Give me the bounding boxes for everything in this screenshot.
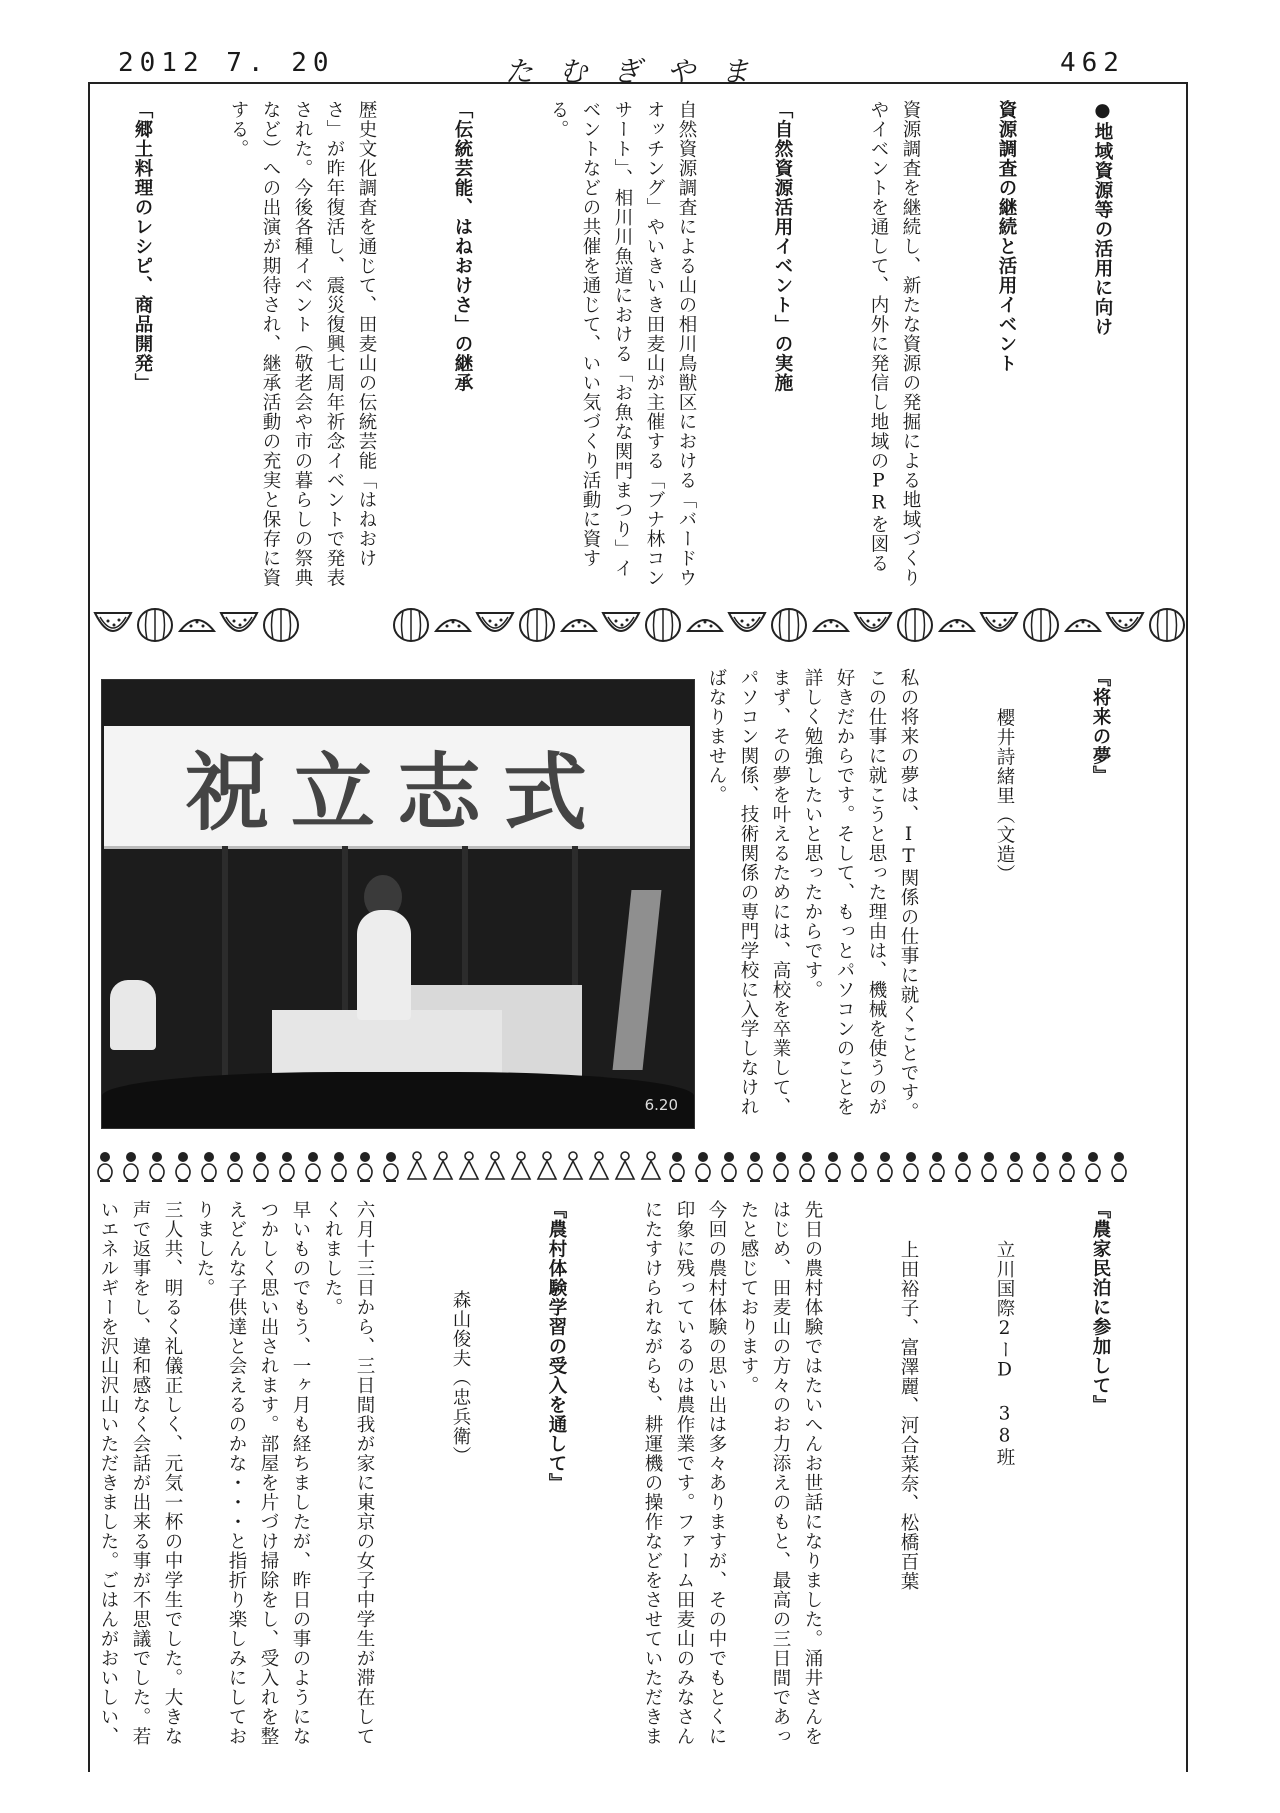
watermelon-slice-icon	[92, 605, 134, 645]
paragraph: 歴史文化調査を通じて、田麦山の伝統芸能「はねおけさ」が昨年復活し、震災復興七周年祈念イベントで発表された。今後各種イベント（敬老会や市の暮らしの祭典など）への出演が期待され、継承活動の充実と保存に資する。	[228, 100, 377, 588]
person-figure-icon	[820, 1145, 846, 1185]
subheading: 「自然資源活用イベント」の実施	[772, 100, 793, 393]
watermelon-slice-icon	[218, 605, 260, 645]
speaker	[357, 910, 411, 1020]
person-figure-icon	[1002, 1145, 1028, 1185]
watermelon-wedge-icon	[176, 605, 218, 645]
article-farm-host	[96, 1200, 636, 1760]
article-author: 立川国際2ーD 38班	[994, 1240, 1015, 1467]
person-figure-icon	[274, 1145, 300, 1185]
person-figure-icon	[170, 1145, 196, 1185]
watermelon-wedge-icon	[1062, 605, 1104, 645]
triangle-figure-icon	[612, 1145, 638, 1185]
ceremony-banner	[104, 726, 690, 849]
person-figure-icon	[872, 1145, 898, 1185]
banner-text: 祝立志式	[184, 743, 609, 842]
watermelon-slice-icon	[726, 605, 768, 645]
article-body: 私の将来の夢は、IT関係の仕事に就くことです。この仕事に就こうと思った理由は、機械を使うのが好きだからです。そして、もっとパソコンのことを詳しく勉強したいと思ったからです。 まず、その夢を叶えるためには、高校を卒業して、パソコン関係、技術関係の専門学校に入学しなければなりません。	[706, 668, 919, 1122]
person-figure-icon	[690, 1145, 716, 1185]
person-figure-icon	[976, 1145, 1002, 1185]
person-figure-icon	[742, 1145, 768, 1185]
header-rule	[88, 82, 1188, 84]
person-figure-icon	[92, 1145, 118, 1185]
paragraph: 資源調査を継続し、新たな資源の発掘による地域づくりやイベントを通して、内外に発信し地域のPRを図る	[868, 100, 921, 588]
watermelon-icon	[642, 605, 684, 645]
article-author: 櫻井詩緒里（文造）	[994, 708, 1015, 884]
person-figure-icon	[794, 1145, 820, 1185]
person-figure-icon	[924, 1145, 950, 1185]
watermelon-border	[92, 598, 1186, 652]
watermelon-icon	[516, 605, 558, 645]
watermelon-icon	[134, 605, 176, 645]
ceremony-photo	[101, 679, 695, 1129]
triangle-figure-icon	[404, 1145, 430, 1185]
person-figure-icon	[898, 1145, 924, 1185]
subheading: 「伝統芸能、はねおけさ」の継承	[452, 100, 473, 393]
article-author: 森山俊夫（忠兵衛）	[450, 1290, 471, 1466]
section-heading: ●地域資源等の活用に向け	[1092, 100, 1113, 337]
watermelon-wedge-icon	[810, 605, 852, 645]
person-figure-icon	[326, 1145, 352, 1185]
page-border-right	[1186, 82, 1188, 1772]
watermelon-wedge-icon	[432, 605, 474, 645]
triangle-figure-icon	[560, 1145, 586, 1185]
watermelon-slice-icon	[978, 605, 1020, 645]
person-figure-icon	[196, 1145, 222, 1185]
article-body: 先日の農村体験ではたいへんお世話になりました。涌井さんをはじめ、田麦山の方々のお力添えのもと、最高の三日間であったと感じております。 今回の農村体験の思い出は多々ありますが、その中でもとくに印象に残っているのは農作業です。ファーム田麦山のみなさんにたすけられながらも、耕運機の操作などをさせていただきま	[642, 1200, 823, 1746]
triangle-figure-icon	[430, 1145, 456, 1185]
section-regional-resources	[100, 100, 1182, 590]
article-author: 上田裕子、富澤麗、河合菜奈、松橋百葉	[898, 1240, 919, 1591]
triangle-figure-icon	[586, 1145, 612, 1185]
person-figure-icon	[1106, 1145, 1132, 1185]
person-figure-icon	[222, 1145, 248, 1185]
person-figure-icon	[352, 1145, 378, 1185]
triangle-figure-icon	[534, 1145, 560, 1185]
triangle-figure-icon	[482, 1145, 508, 1185]
watermelon-slice-icon	[600, 605, 642, 645]
watermelon-icon	[1020, 605, 1062, 645]
watermelon-icon	[390, 605, 432, 645]
person-figure-icon	[144, 1145, 170, 1185]
person-figure-icon	[300, 1145, 326, 1185]
triangle-figure-icon	[638, 1145, 664, 1185]
blank-space	[346, 605, 390, 645]
watermelon-icon	[1146, 605, 1186, 645]
person-figure-icon	[378, 1145, 404, 1185]
person-figure-icon	[1080, 1145, 1106, 1185]
watermelon-slice-icon	[474, 605, 516, 645]
person-figure-icon	[1028, 1145, 1054, 1185]
watermelon-icon	[260, 605, 302, 645]
person-figure-icon	[248, 1145, 274, 1185]
issue-number: 462	[1060, 48, 1125, 78]
watermelon-slice-icon	[1104, 605, 1146, 645]
audience	[102, 1072, 694, 1129]
watermelon-icon	[894, 605, 936, 645]
blank-space	[302, 605, 346, 645]
article-future-dream	[700, 668, 1180, 1124]
photo-date-stamp: 6.20	[644, 1096, 678, 1114]
person-figure-icon	[1054, 1145, 1080, 1185]
article-heading: 『将来の夢』	[1090, 668, 1111, 785]
issue-date: 2012 7. 20	[118, 48, 335, 78]
figure-border	[92, 1140, 1186, 1190]
person-figure-icon	[716, 1145, 742, 1185]
person-figure-icon	[950, 1145, 976, 1185]
person-figure-icon	[664, 1145, 690, 1185]
person-figure-icon	[846, 1145, 872, 1185]
article-farm-homestay	[640, 1200, 1180, 1760]
paragraph: 自然資源調査による山の相川鳥獣区における「バードウオッチング」やいきいき田麦山が主催する「ブナ林コンサート」、相川川魚道における「お魚な関門まつり」イベントなどの共催を通じて、いい気づくり活動に資する。	[548, 100, 697, 588]
watermelon-wedge-icon	[558, 605, 600, 645]
newsletter-title: たむぎやま	[504, 55, 775, 88]
seated-person	[110, 980, 156, 1050]
watermelon-wedge-icon	[684, 605, 726, 645]
triangle-figure-icon	[508, 1145, 534, 1185]
article-heading: 『農家民泊に参加して』	[1090, 1200, 1111, 1415]
article-heading: 『農村体験学習の受入を通して』	[546, 1200, 567, 1493]
subheading: 資源調査の継続と活用イベント	[996, 100, 1017, 373]
person-figure-icon	[768, 1145, 794, 1185]
triangle-figure-icon	[456, 1145, 482, 1185]
article-body: 六月十三日から、三日間我が家に東京の女子中学生が滞在してくれました。 早いものでもう、一ヶ月も経ちましたが、昨日の事のようになつかしく思い出されます。部屋を片づけ掃除をし、受入れを整えどんな子供達と会えるのかな・・・と指折り楽しみにしておりました。 三人共、明るく礼儀正しく、元気一杯の中学生でした。大きな声で返事をし、違和感なく会話が出来る事が不思議でした。若いエネルギーを沢山沢山いただきました。ごはんがおいしい、	[98, 1200, 375, 1746]
watermelon-icon	[768, 605, 810, 645]
watermelon-wedge-icon	[936, 605, 978, 645]
page-border-left	[88, 82, 90, 1772]
flag	[613, 890, 662, 1070]
subheading: 「郷土料理のレシピ、商品開発」	[132, 100, 153, 393]
watermelon-slice-icon	[852, 605, 894, 645]
person-figure-icon	[118, 1145, 144, 1185]
